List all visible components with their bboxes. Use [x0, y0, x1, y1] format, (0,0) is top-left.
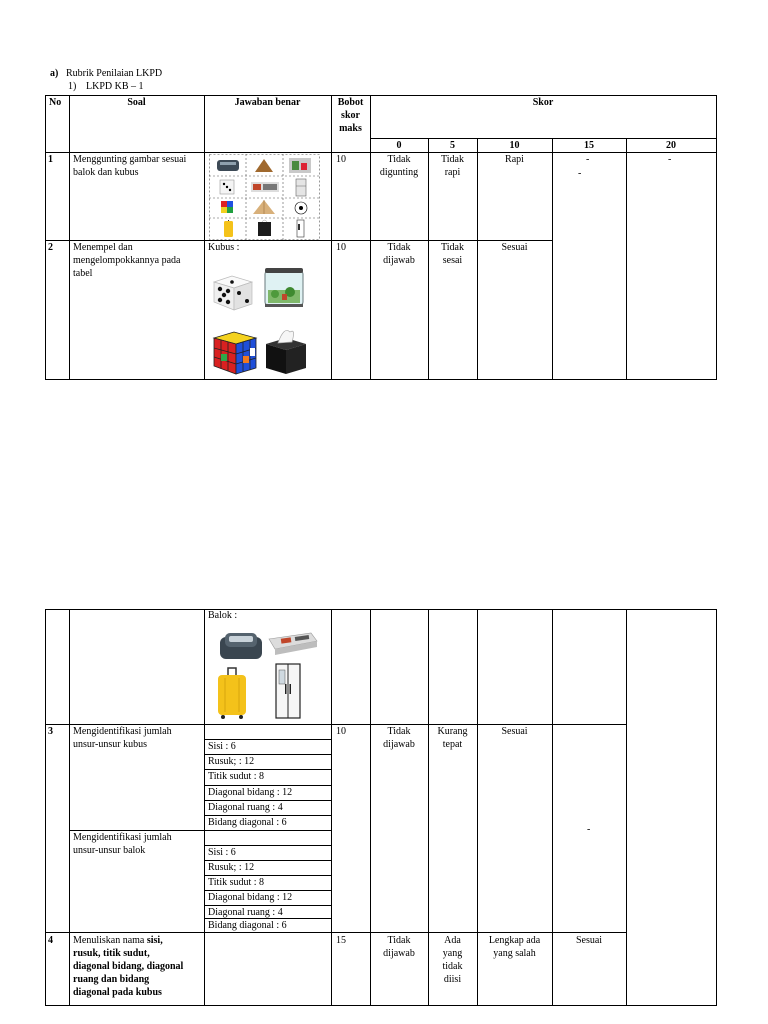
- row1-score-0: Tidak digunting: [379, 154, 419, 178]
- balok-item: Sisi : 6: [208, 847, 236, 858]
- dice-image: [210, 268, 256, 314]
- row1-question: Menggunting gambar sesuai balok dan kubus: [73, 154, 187, 178]
- kubus-item: Diagonal bidang : 12: [208, 787, 293, 798]
- row1-score-5: Tidak rapi: [441, 154, 464, 178]
- balok-label: Balok :: [208, 610, 238, 621]
- row3-score-5: Kurang tepat: [437, 726, 468, 750]
- row2-score-5: Tidak sesai: [441, 242, 464, 266]
- row1-score-20: -: [668, 154, 672, 165]
- balok-item: Titik sudut : 8: [208, 877, 265, 888]
- kubus-item: Diagonal ruang : 4: [208, 802, 283, 813]
- tissue-box-image: [262, 324, 310, 376]
- row3-question-kubus: Mengidentifikasi jumlah unsur-unsur kubus: [73, 726, 172, 750]
- header-score-5: 5: [450, 140, 455, 151]
- balok-item: Bidang diagonal : 6: [208, 920, 287, 931]
- section-title: Rubrik Penilaian LKPD: [66, 68, 163, 79]
- aquarium-image: [260, 264, 308, 312]
- kubus-item: Bidang diagonal : 6: [208, 817, 287, 828]
- header-bobot: Bobot skor maks: [337, 97, 364, 134]
- kubus-label: Kubus :: [208, 242, 240, 253]
- row2-score-10: Sesuai: [501, 242, 528, 253]
- subsection-marker: 1): [68, 81, 77, 92]
- refrigerator-image: [274, 662, 302, 720]
- header-soal: Soal: [127, 97, 146, 108]
- row3-score-10: Sesuai: [501, 726, 528, 737]
- row2-bobot: 10: [336, 242, 346, 253]
- subsection-title: LKPD KB – 1: [86, 81, 144, 92]
- header-score-10: 10: [509, 140, 520, 151]
- row1-score-10: Rapi: [505, 154, 524, 165]
- row3-question-balok: Mengidentifikasi jumlah unsur-unsur balok: [73, 832, 172, 856]
- row4-number: 4: [48, 935, 53, 946]
- kubus-item: Titik sudut : 8: [208, 771, 265, 782]
- section-marker: a): [50, 68, 59, 79]
- row4-question: Menuliskan nama sisi, rusuk, titik sudut, diagonal bidang, diagonal ruang dan bidang diagonal pada kubus: [73, 935, 184, 998]
- lunchbox-image: [217, 629, 265, 665]
- row2-question: Menempel dan mengelompokkannya pada tabel: [73, 242, 181, 279]
- header-score-20: 20: [666, 140, 676, 151]
- kubus-item: Rusuk; : 12: [208, 756, 255, 767]
- row1-score-15b: -: [578, 168, 582, 179]
- row3-score-0: Tidak dijawab: [383, 726, 415, 750]
- header-score-0: 0: [396, 140, 402, 151]
- suitcase-image: [215, 666, 249, 720]
- row4-score-15: Sesuai: [575, 935, 603, 946]
- kubus-item: Sisi : 6: [208, 741, 236, 752]
- row1-number: 1: [48, 154, 53, 165]
- balok-item: Rusuk; : 12: [208, 862, 255, 873]
- cutout-image-grid: [209, 154, 320, 240]
- header-no: No: [49, 97, 62, 108]
- row4-bobot: 15: [336, 935, 346, 946]
- row4-score-5: Ada yang tidak diisi: [442, 935, 463, 985]
- header-score-15: 15: [584, 140, 594, 151]
- header-jawaban: Jawaban benar: [234, 97, 301, 108]
- pencil-case-image: [267, 629, 319, 657]
- row4-score-10: Lengkap ada yang salah: [488, 935, 541, 959]
- balok-item: Diagonal ruang : 4: [208, 907, 283, 918]
- row3-number: 3: [48, 726, 53, 737]
- rubik-cube-image: [212, 328, 258, 376]
- row1-score-15: -: [586, 154, 590, 165]
- row2-number: 2: [48, 242, 53, 253]
- row2-score-0: Tidak dijawab: [383, 242, 415, 266]
- row3-score-15: -: [587, 824, 591, 835]
- header-skor: Skor: [532, 97, 554, 108]
- row4-score-0: Tidak dijawab: [383, 935, 415, 959]
- row3-bobot: 10: [336, 726, 346, 737]
- row1-bobot: 10: [336, 154, 346, 165]
- balok-item: Diagonal bidang : 12: [208, 892, 293, 903]
